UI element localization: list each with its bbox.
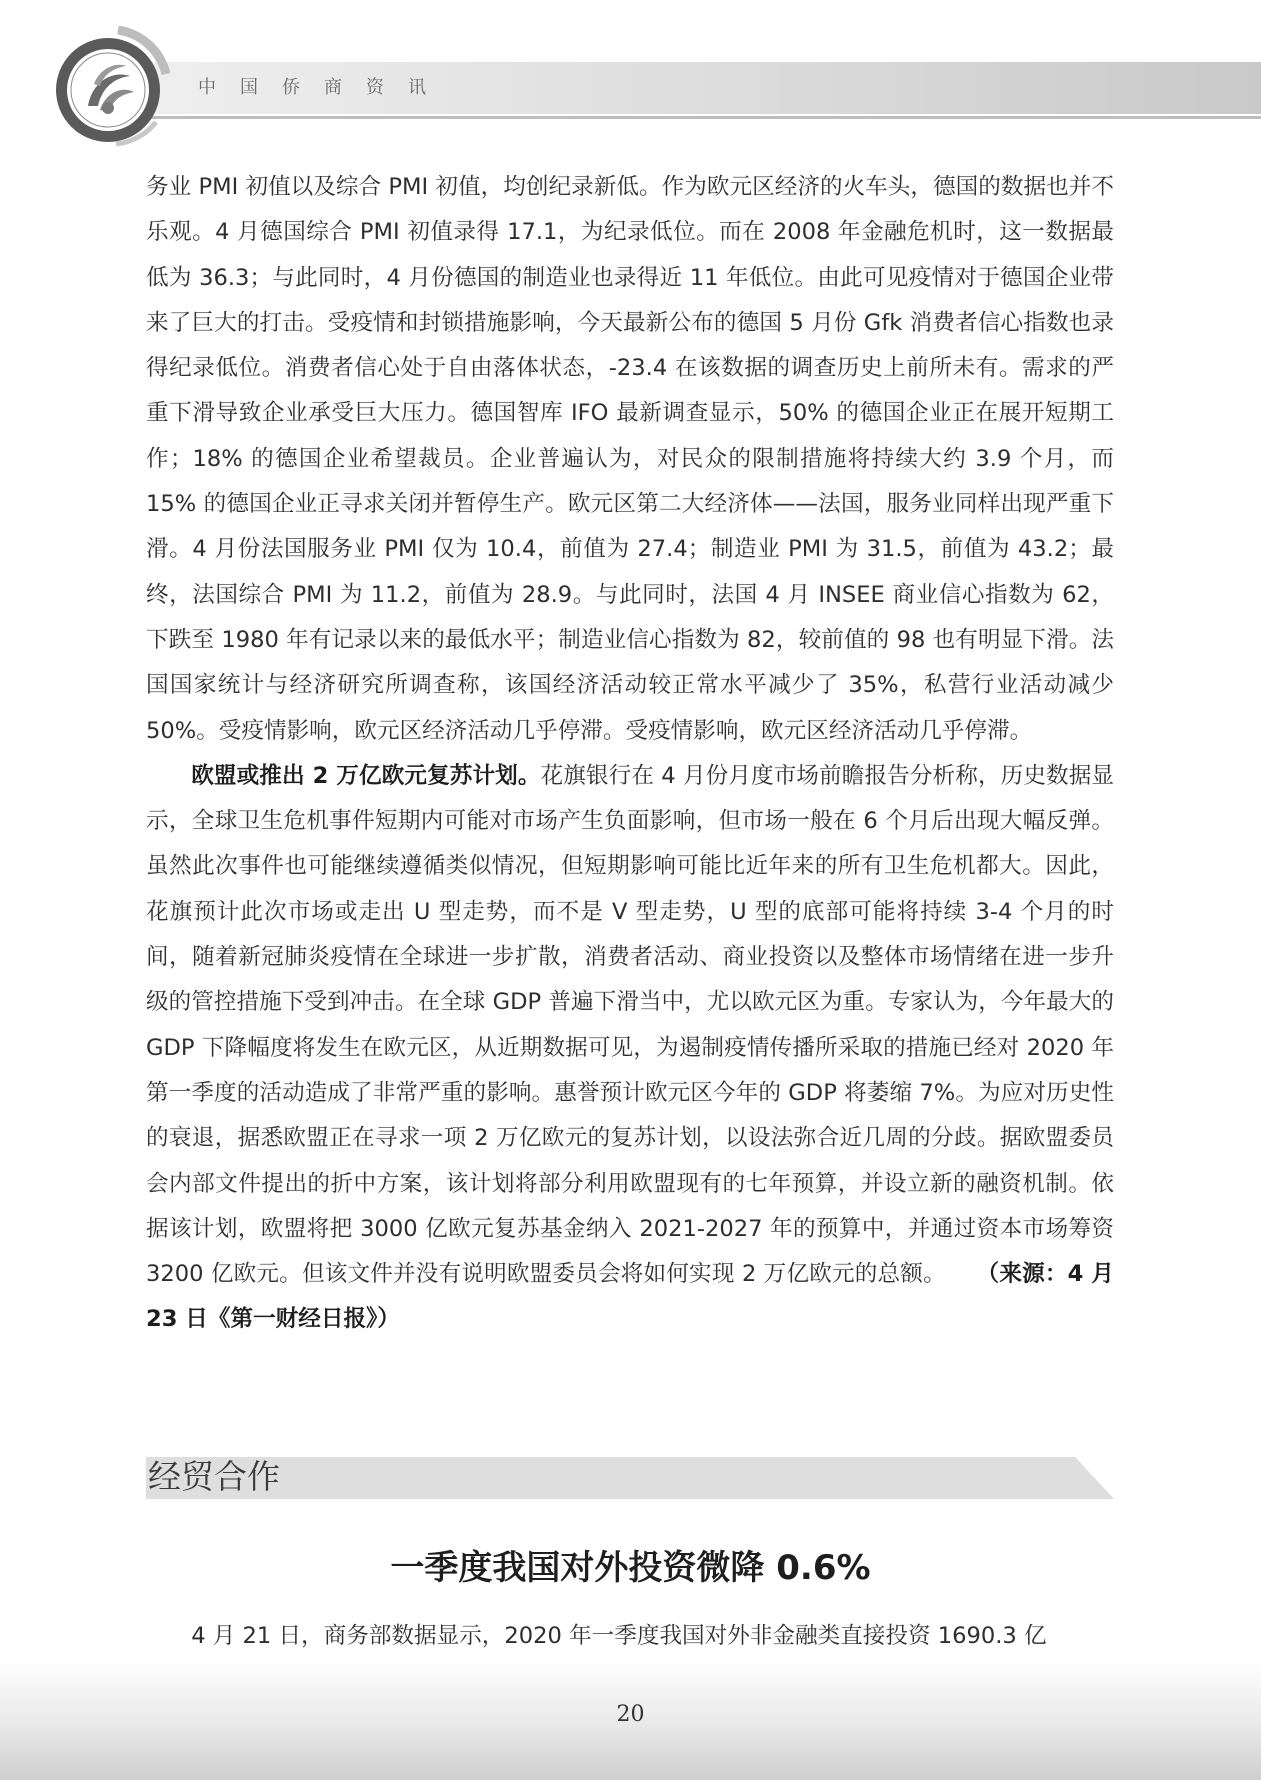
section-title: 经贸合作 <box>148 1457 280 1496</box>
paragraph-text: 花旗银行在 4 月份月度市场前瞻报告分析称，历史数据显示，全球卫生危机事件短期内可能对市场产生负面影响，但市场一般在 6 个月后出现大幅反弹。虽然此次事件也可能继续遵循类似情况，但短期影响可能比近年来的所有卫生危机都大。因此，花旗预计此次市场或走出 U 型走势，而不是 V 型走势，U 型的底部可能将持续 3-4 个月的时间，随着新冠肺炎疫情在全球进一步扩散，消费者活动、商业投资以及整体市场情绪在进一步升级的管控措施下受到冲击。在全球 GDP 普遍下滑当中，尤以欧元区为重。专家认为，今年最大的 GDP 下降幅度将发生在欧元区，从近期数据可见，为遏制疫情传播所采取的措施已经对 2020 年第一季度的活动造成了非常严重的影响。惠誉预计欧元区今年的 GDP 将萎缩 7%。为应对历史性的衰退，据悉欧盟正在寻求一项 2 万亿欧元的复苏计划，以设法弥合近几周的分歧。据欧盟委员会内部文件提出的折中方案，该计划将部分利用欧盟现有的七年预算，并设立新的融资机制。依据该计划，欧盟将把 3000 亿欧元复苏基金纳入 2021-2027 年的预算中，并通过资本市场筹资 3200 亿欧元。但该文件并没有说明欧盟委员会将如何实现 2 万亿欧元的总额。 <box>146 762 1115 1288</box>
article-first-line: 4 月 21 日，商务部数据显示，2020 年一季度我国对外非金融类直接投资 1690.3 亿 <box>191 1623 1047 1649</box>
page-number: 20 <box>616 1702 645 1727</box>
section-bar <box>146 1457 1114 1499</box>
source-citation: （来源：4 月 23 日《第一财经日报》） <box>146 1261 1115 1333</box>
article-body <box>146 165 1114 1343</box>
header-title: 中国侨商资讯 <box>198 77 450 98</box>
paragraph <box>146 754 1114 1343</box>
paragraph <box>146 165 1114 754</box>
logo-emblem-icon <box>50 26 172 148</box>
paragraph-text: 务业 PMI 初值以及综合 PMI 初值，均创纪录新低。作为欧元区经济的火车头，德国的数据也并不乐观。4 月德国综合 PMI 初值录得 17.1，为纪录低位。而在 2008 年金融危机时，这一数据最低为 36.3；与此同时，4 月份德国的制造业也录得近 11 年低位。由此可见疫情对于德国企业带来了巨大的打击。受疫情和封锁措施影响，今天最新公布的德国 5 月份 Gfk 消费者信心指数也录得纪录低位。消费者信心处于自由落体状态，-23.4 在该数据的调查历史上前所未有。需求的严重下滑导致企业承受巨大压力。德国智库 IFO 最新调查显示，50% 的德国企业正在展开短期工作；18% 的德国企业希望裁员。企业普遍认为，对民众的限制措施将持续大约 3.9 个月，而 15% 的德国企业正寻求关闭并暂停生产。欧元区第二大经济体——法国，服务业同样出现严重下滑。4 月份法国服务业 PMI 仅为 10.4，前值为 27.4；制造业 PMI 为 31.5，前值为 43.2；最终，法国综合 PMI 为 11.2，前值为 28.9。与此同时，法国 4 月 INSEE 商业信心指数为 62，下跌至 1980 年有记录以来的最低水平；制造业信心指数为 82，较前值的 98 也有明显下滑。法国国家统计与经济研究所调查称，该国经济活动较正常水平减少了 35%，私营行业活动减少 50%。受疫情影响，欧元区经济活动几乎停滞。受疫情影响，欧元区经济活动几乎停滞。 <box>146 174 1114 744</box>
article-title: 一季度我国对外投资微降 0.6% <box>390 1548 871 1588</box>
paragraph-lead: 欧盟或推出 2 万亿欧元复苏计划。 <box>191 762 541 789</box>
header-divider <box>110 116 1261 119</box>
